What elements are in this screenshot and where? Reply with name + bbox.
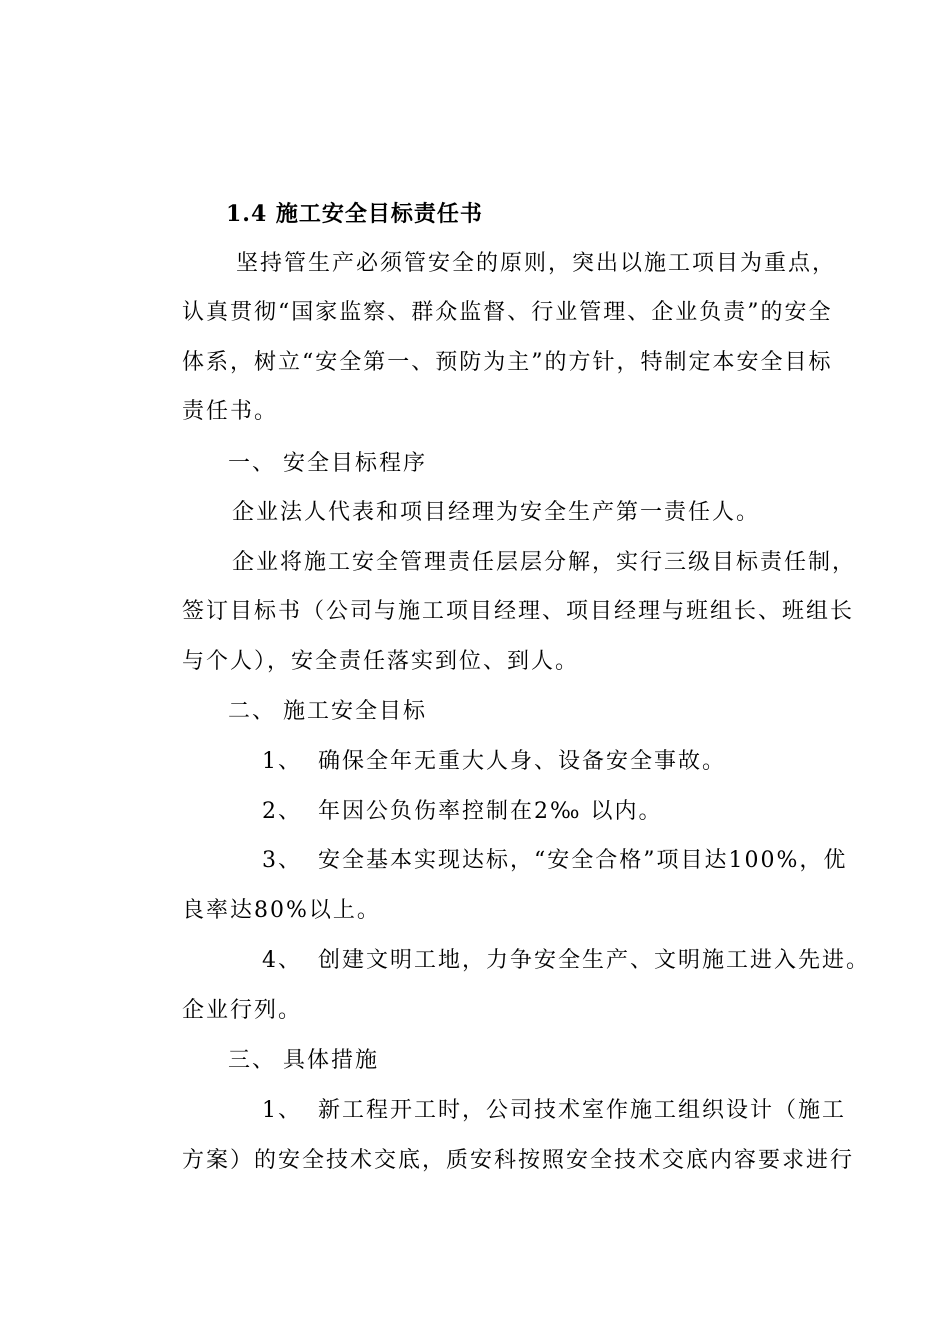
intro-line-1: 坚持管生产必须管安全的原则，突出以施工项目为重点， [236,251,837,276]
section-2-item-3-number: 3、 [262,848,302,873]
document-heading: 1.4 施工安全目标责任书 [226,201,483,227]
section-1-title: 安全目标程序 [283,451,428,476]
section-2-item-1-number: 1、 [262,749,302,774]
section-1-paragraph-2-line-1: 企业将施工安全管理责任层层分解，实行三级目标责任制， [232,550,857,575]
section-1-paragraph-2-line-3: 与个人），安全责任落实到位、到人。 [182,649,580,674]
section-1-number: 一、 [228,451,277,476]
section-2-number: 二、 [228,699,277,724]
intro-line-2: 认真贯彻“国家监察、群众监督、行业管理、企业负责”的安全 [182,300,833,325]
section-3-item-1-number: 1、 [262,1098,302,1123]
section-2-item-4-text: 创建文明工地，力争安全生产、文明施工进入先进。 [318,948,871,973]
section-2-item-3-text: 安全基本实现达标，“安全合格”项目达100%，优 [318,848,848,873]
intro-line-3: 体系，树立“安全第一、预防为主”的方针，特制定本安全目标 [182,350,833,375]
section-2-item-2-number: 2、 [262,799,302,824]
section-2-title: 施工安全目标 [283,699,428,724]
section-1-paragraph-2-line-2: 签订目标书（公司与施工项目经理、项目经理与班组长、班组长 [182,599,855,624]
section-3-title: 具体措施 [283,1048,380,1073]
section-2-item-2-text: 年因公负伤率控制在2‰ 以内。 [318,799,663,824]
section-2-item-4-continuation: 企业行列。 [182,998,303,1023]
section-2-item-3-continuation: 良率达80%以上。 [182,898,381,923]
section-3-item-1-continuation: 方案）的安全技术交底，质安科按照安全技术交底内容要求进行 [182,1148,855,1173]
section-3-number: 三、 [228,1048,277,1073]
section-2-item-4-number: 4、 [262,948,302,973]
section-2-item-1-text: 确保全年无重大人身、设备安全事故。 [318,749,727,774]
section-1-paragraph-1: 企业法人代表和项目经理为安全生产第一责任人。 [232,500,761,525]
section-3-item-1-text: 新工程开工时，公司技术室作施工组织设计（施工 [318,1098,847,1123]
intro-line-4: 责任书。 [182,399,279,424]
